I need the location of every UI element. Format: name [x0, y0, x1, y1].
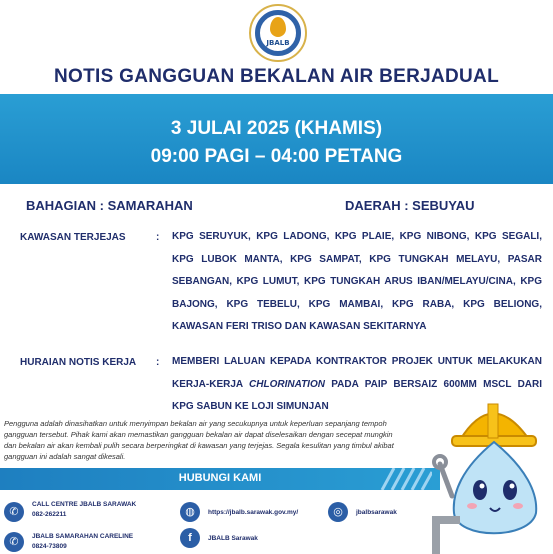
- contact-banner: [0, 468, 440, 490]
- callcentre-number[interactable]: 082-262211: [32, 511, 67, 518]
- division-label: BAHAGIAN : SAMARAHAN: [26, 198, 193, 213]
- decorative-stripes: [372, 468, 432, 490]
- water-drop-icon: [270, 17, 286, 37]
- work-colon: :: [156, 357, 160, 368]
- district-label: DAERAH : SEBUYAU: [345, 198, 475, 213]
- facebook-link[interactable]: JBALB Sarawak: [208, 535, 258, 542]
- work-text-before: MEMBERI LALUAN KEPADA KONTRAKTOR PROJEK UNTUK MELAKUKAN KERJA-KERJA: [172, 356, 542, 390]
- work-text-italic: CHLORINATION: [249, 378, 325, 390]
- jbalb-logo: [249, 4, 307, 62]
- notice-title: NOTIS GANGGUAN BEKALAN AIR BERJADUAL: [54, 66, 499, 87]
- disclaimer-text: Pengguna adalah dinasihatkan untuk menyimpan bekalan air yang secukupnya untuk keperluan sepanjang tempoh gangguan tersebut. Pihak kami akan memastikan gangguan bekalan air dapat diselesaikan dengan secepat mungkin dan bekalan air akan kembali pulih secara berperingkat di kawasan yang terjejas. Segala kesulitan yang timbul akibat gangguan ini adalah sangat dikesali.: [4, 419, 394, 461]
- facebook-icon: f: [180, 528, 200, 548]
- affected-areas-text: KPG SERUYUK, KPG LADONG, KPG PLAIE, KPG NIBONG, KPG SEGALI, KPG LUBOK MANTA, KPG SAMPAT, KPG TUNGKAH MELAYU, PASAR SEBANGAN, KPG LUMUT, KPG TUNGKAH ARUS IBAN/MELAYU/CINA, KPG BAJONG, KPG TEBELU, KPG MAMBAI, KPG RABA, KPG BELIONG, KAWASAN FERI TRISO DAN KAWASAN SEKITARNYA: [172, 231, 542, 332]
- phone-icon: ✆: [4, 502, 24, 522]
- website-link[interactable]: https://jbalb.sarawak.gov.my/: [208, 509, 299, 516]
- schedule-banner: [0, 94, 553, 184]
- phone-icon-careline: ✆: [4, 532, 24, 552]
- work-text-after: PADA PAIP BERSAIZ 600MM MSCL DARI KPG SABUN KE LOJI SIMUNJAN: [172, 378, 543, 412]
- instagram-link[interactable]: jbalbsarawak: [356, 509, 397, 516]
- globe-icon: ◍: [180, 502, 200, 522]
- contact-title: HUBUNGI KAMI: [178, 472, 262, 484]
- careline-label: JBALB SAMARAHAN CARELINE: [32, 533, 134, 540]
- affected-colon: :: [156, 232, 160, 243]
- work-description-label: HURAIAN NOTIS KERJA: [20, 357, 137, 368]
- affected-areas-label: KAWASAN TERJEJAS: [20, 232, 126, 243]
- careline-number[interactable]: 0824-73809: [32, 543, 67, 550]
- water-drop-mascot: [432, 368, 553, 554]
- instagram-icon: ◎: [328, 502, 348, 522]
- schedule-time: 09:00 PAGI – 04:00 PETANG: [150, 146, 403, 167]
- schedule-date: 3 JULAI 2025 (KHAMIS): [170, 118, 383, 139]
- logo-text: JBALB: [266, 39, 290, 47]
- callcentre-label: CALL CENTRE JBALB SARAWAK: [32, 501, 137, 508]
